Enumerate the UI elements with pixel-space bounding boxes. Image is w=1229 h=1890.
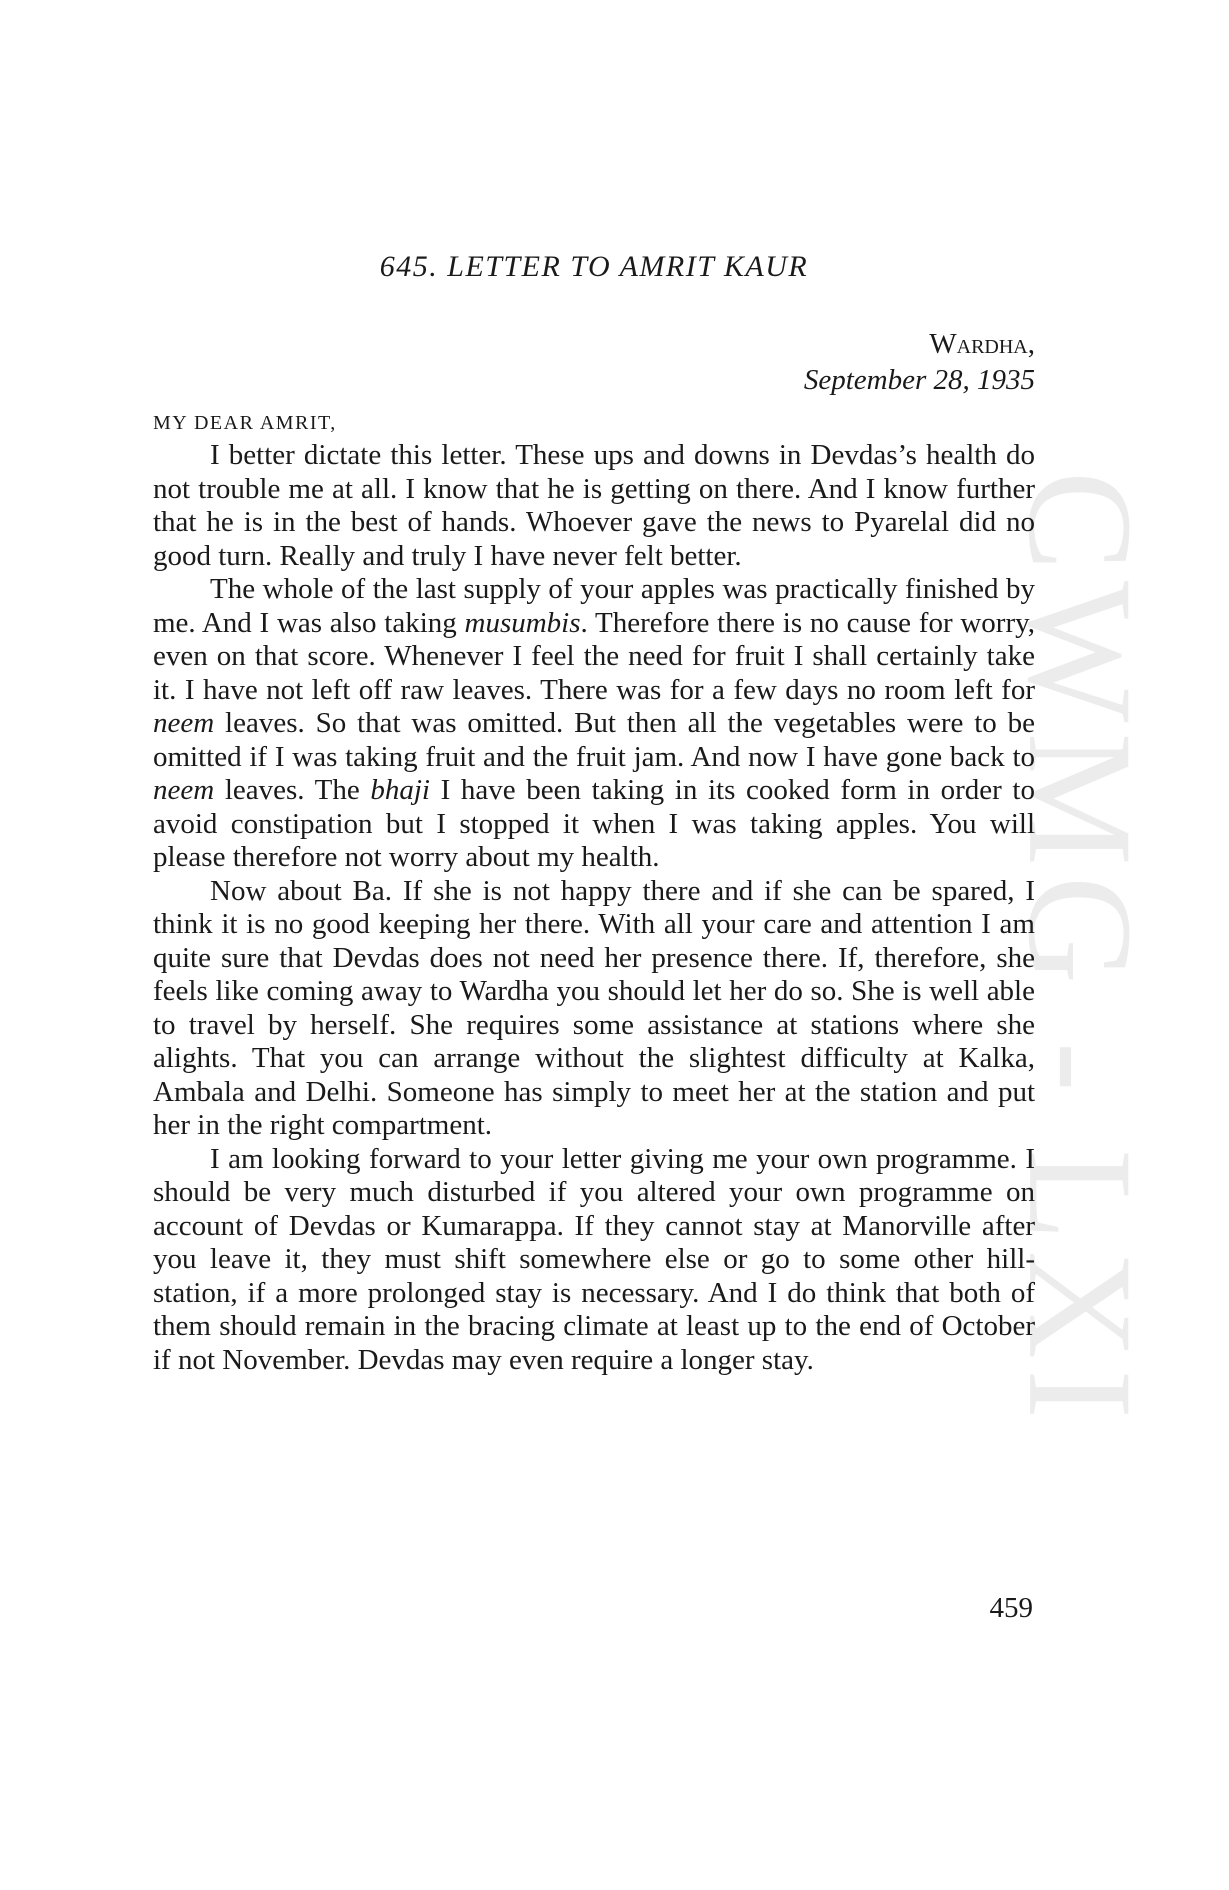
page-number: 459 [989, 1592, 1033, 1624]
text-run: The whole of the last supply of your apples was practically finished by me. And I was also taking [153, 573, 1035, 639]
italic-term: musumbis [464, 606, 581, 639]
italic-term: neem [153, 774, 215, 806]
text-run: Now about Ba. If she is not happy there and if she can be spared, I think it is no good keeping her there. With all your care and attention I am quite sure that Devdas does not need her presence there. If, therefore, she feels like coming away to Wardha you should let her do so. She is well able to travel by herself. She requires some assistance at stations where she alights. That you can arrange without the slightest difficulty at Kalka, Ambala and Delhi. Someone has simply to meet her at the station and put her in the right compartment. [153, 874, 1035, 1141]
italic-term: neem [153, 707, 215, 739]
paragraphs [153, 439, 1035, 1377]
letter-title: 645. LETTER TO AMRIT KAUR [379, 250, 809, 283]
text-run: I have been taking in its cooked form in order to avoid constipation but I stopped it when I was taking apples. You will please therefore not worry about my health. [153, 774, 1035, 873]
text-run: . Therefore there is no cause for worry, even on that score. Whenever I feel the need for fruit I shall certainly take it. I have not left off raw leaves. There was for a few days no room left for [153, 606, 1035, 706]
text-run: I better dictate this letter. These ups and downs in Devdas’s health do not trouble me at all. I know that he is getting on there. And I know further that he is in the best of hands. Whoever gave the news to Pyarelal did no good turn. Really and truly I have never felt better. [153, 439, 1035, 572]
paragraph [153, 875, 1035, 1143]
watermark-text: CWMG - LXI [997, 470, 1163, 1430]
text-run: leaves. So that was omitted. But then all the vegetables were to be omitted if I was taking fruit and the fruit jam. And now I have gone back to [153, 707, 1035, 773]
salutation: MY DEAR AMRIT, [153, 412, 337, 434]
paragraph [153, 573, 1035, 875]
paragraph [153, 439, 1035, 573]
paragraph [153, 1143, 1035, 1378]
italic-term: bhaji [370, 774, 430, 806]
letter-place: Wardha, [929, 328, 1035, 360]
letter-date: September 28, 1935 [803, 364, 1035, 396]
text-run: leaves. The [214, 774, 371, 806]
text-run: I am looking forward to your letter giving me your own programme. I should be very much disturbed if you altered your own programme on account of Devdas or Kumarappa. If they cannot stay at Manorville after you leave it, they must shift somewhere else or go to some other hill-station, if a more prolonged stay is necessary. And I do think that both of them should remain in the bracing climate at least up to the end of October if not November. Devdas may even require a longer stay. [153, 1142, 1035, 1376]
letter-body [153, 250, 1035, 1377]
